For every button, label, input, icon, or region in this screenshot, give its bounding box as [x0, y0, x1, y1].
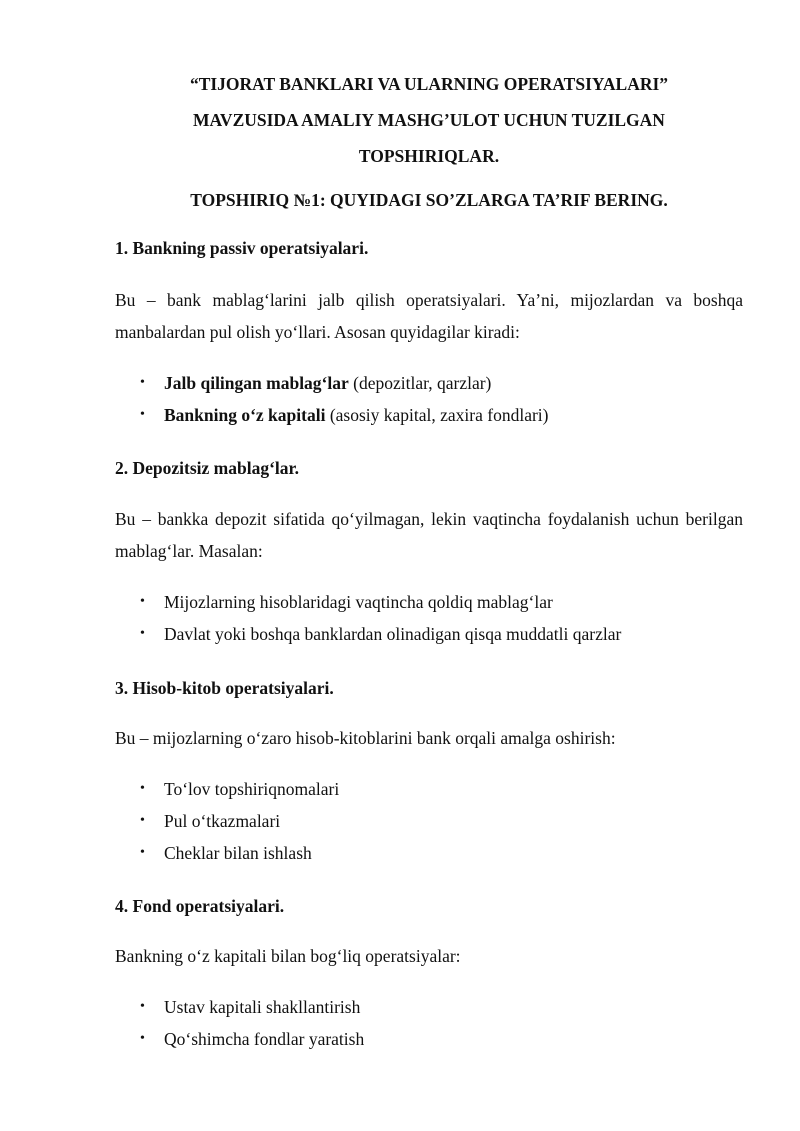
list-item-bold: Jalb qilingan mablag‘lar	[164, 373, 349, 393]
bullet-icon: •	[140, 1031, 145, 1046]
title-line-2: MAVZUSIDA AMALIY MASHG’ULOT UCHUN TUZILGAN	[193, 110, 665, 130]
list-item	[140, 399, 740, 431]
document-title	[115, 66, 743, 174]
list-item	[140, 618, 740, 650]
bullet-icon: •	[140, 407, 145, 422]
bullet-list-4	[140, 991, 740, 1055]
section-paragraph-3: Bu – mijozlarning o‘zaro hisob-kitoblarini bank orqali amalga oshirish:	[115, 728, 616, 748]
list-item-text: (asosiy kapital, zaxira fondlari)	[325, 405, 549, 425]
list-item	[140, 991, 740, 1023]
list-item-text: Mijozlarning hisoblaridagi vaqtincha qoldiq mablag‘lar	[164, 592, 553, 612]
section-paragraph-4: Bankning o‘z kapitali bilan bog‘liq operatsiyalar:	[115, 946, 461, 966]
section-heading-4: 4. Fond operatsiyalari.	[115, 896, 285, 916]
list-item-text: To‘lov topshiriqnomalari	[164, 779, 340, 799]
bullet-icon: •	[140, 845, 145, 860]
list-item-text: Qo‘shimcha fondlar yaratish	[164, 1029, 365, 1049]
bullet-list-3	[140, 773, 740, 869]
bullet-icon: •	[140, 594, 145, 609]
task-title: TOPSHIRIQ №1: QUYIDAGI SO’ZLARGA TA’RIF BERING.	[190, 190, 668, 210]
bullet-list-2	[140, 586, 740, 650]
title-line-1: “TIJORAT BANKLARI VA ULARNING OPERATSIYALARI”	[189, 74, 669, 94]
section-heading-2: 2. Depozitsiz mablag‘lar.	[115, 458, 300, 478]
bullet-icon: •	[140, 375, 145, 390]
section-paragraph-2: Bu – bankka depozit sifatida qo‘yilmagan, lekin vaqtincha foydalanish uchun berilgan mablag‘lar. Masalan:	[115, 509, 743, 561]
bullet-icon: •	[140, 781, 145, 796]
bullet-icon: •	[140, 626, 145, 641]
section-heading-3: 3. Hisob-kitob operatsiyalari.	[115, 678, 334, 698]
list-item-text: Ustav kapitali shakllantirish	[164, 997, 361, 1017]
list-item-bold: Bankning o‘z kapitali	[164, 405, 326, 425]
list-item-text: Pul o‘tkazmalari	[164, 811, 281, 831]
list-item-text: Davlat yoki boshqa banklardan olinadigan qisqa muddatli qarzlar	[164, 624, 622, 644]
list-item	[140, 1023, 740, 1055]
section-heading-1: 1. Bankning passiv operatsiyalari.	[115, 238, 369, 258]
list-item-text: (depozitlar, qarzlar)	[348, 373, 492, 393]
bullet-list-1	[140, 367, 740, 431]
list-item-text: Cheklar bilan ishlash	[164, 843, 312, 863]
section-paragraph-1: Bu – bank mablag‘larini jalb qilish operatsiyalari. Ya’ni, mijozlardan va boshqa manbalardan pul olish yo‘llari. Asosan quyidagilar kiradi:	[115, 290, 743, 342]
list-item	[140, 773, 740, 805]
list-item	[140, 805, 740, 837]
title-line-3: TOPSHIRIQLAR.	[358, 146, 500, 166]
bullet-icon: •	[140, 999, 145, 1014]
list-item	[140, 837, 740, 869]
bullet-icon: •	[140, 813, 145, 828]
list-item	[140, 586, 740, 618]
list-item	[140, 367, 740, 399]
